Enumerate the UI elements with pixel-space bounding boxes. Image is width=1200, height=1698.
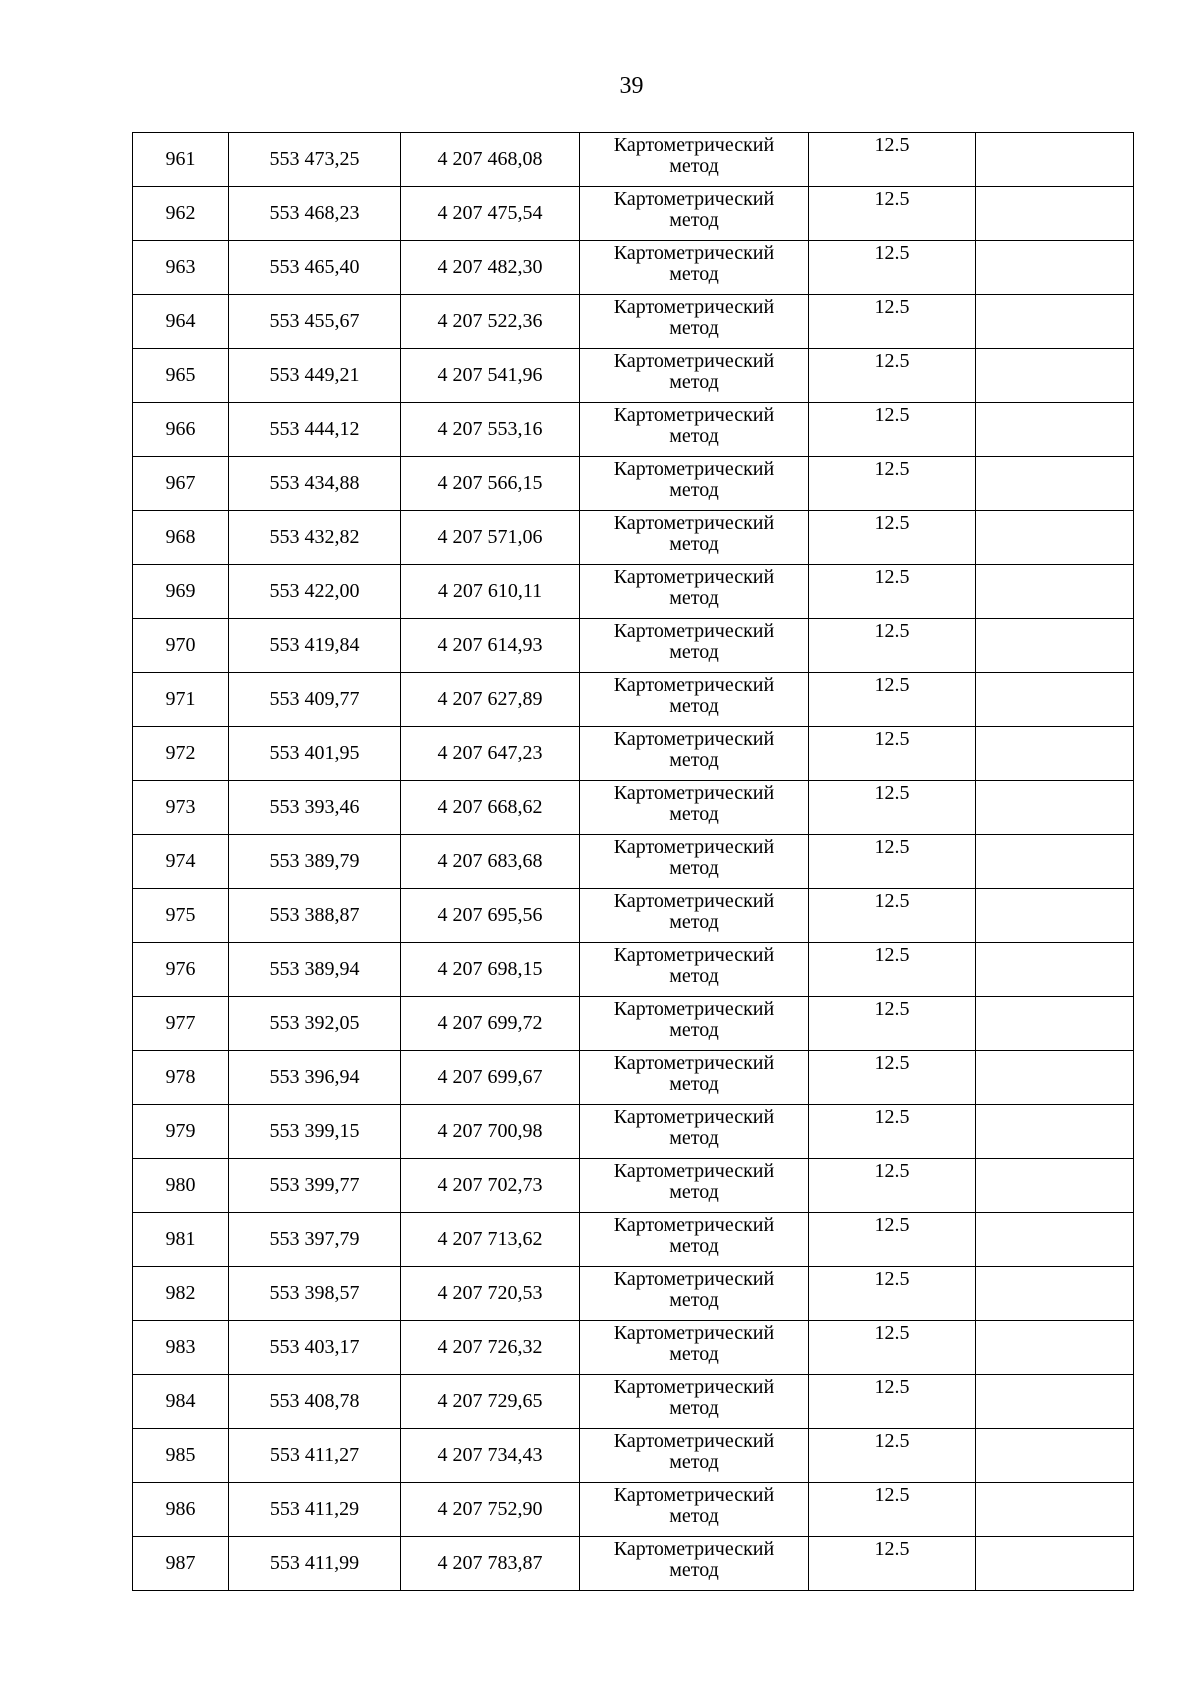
y-coordinate-cell: 4 207 713,62	[401, 1213, 580, 1267]
table-row	[133, 1321, 1134, 1375]
point-number-cell: 969	[133, 565, 229, 619]
table-row	[133, 835, 1134, 889]
method-line-2: метод	[669, 1127, 719, 1149]
x-coordinate-cell: 553 409,77	[229, 673, 401, 727]
method-cell	[580, 1267, 809, 1321]
method-line-2: метод	[669, 317, 719, 339]
point-number-cell: 977	[133, 997, 229, 1051]
x-coordinate-cell: 553 444,12	[229, 403, 401, 457]
y-coordinate-cell: 4 207 610,11	[401, 565, 580, 619]
table-row	[133, 457, 1134, 511]
method-cell	[580, 133, 809, 187]
point-number-cell: 972	[133, 727, 229, 781]
table-row	[133, 403, 1134, 457]
y-coordinate-cell: 4 207 571,06	[401, 511, 580, 565]
method-line-1: Картометрический	[613, 296, 775, 318]
method-line-1: Картометрический	[613, 188, 775, 210]
method-line-2: метод	[669, 1073, 719, 1095]
note-cell	[976, 1051, 1134, 1105]
point-number-cell: 961	[133, 133, 229, 187]
precision-cell: 12.5	[809, 619, 976, 673]
precision-cell: 12.5	[809, 673, 976, 727]
method-cell	[580, 781, 809, 835]
method-cell	[580, 241, 809, 295]
point-number-cell: 975	[133, 889, 229, 943]
method-line-1: Картометрический	[613, 728, 775, 750]
precision-cell: 12.5	[809, 835, 976, 889]
method-line-1: Картометрический	[613, 1376, 775, 1398]
method-line-1: Картометрический	[613, 620, 775, 642]
precision-cell: 12.5	[809, 1051, 976, 1105]
method-line-1: Картометрический	[613, 890, 775, 912]
method-line-2: метод	[669, 371, 719, 393]
table-row	[133, 1375, 1134, 1429]
point-number-cell: 966	[133, 403, 229, 457]
y-coordinate-cell: 4 207 553,16	[401, 403, 580, 457]
method-line-1: Картометрический	[613, 998, 775, 1020]
x-coordinate-cell: 553 399,77	[229, 1159, 401, 1213]
method-cell	[580, 1105, 809, 1159]
x-coordinate-cell: 553 434,88	[229, 457, 401, 511]
point-number-cell: 980	[133, 1159, 229, 1213]
coordinates-table-body	[133, 133, 1134, 1591]
y-coordinate-cell: 4 207 614,93	[401, 619, 580, 673]
x-coordinate-cell: 553 455,67	[229, 295, 401, 349]
method-line-1: Картометрический	[613, 1268, 775, 1290]
note-cell	[976, 457, 1134, 511]
y-coordinate-cell: 4 207 475,54	[401, 187, 580, 241]
precision-cell: 12.5	[809, 349, 976, 403]
x-coordinate-cell: 553 408,78	[229, 1375, 401, 1429]
note-cell	[976, 619, 1134, 673]
method-cell	[580, 1159, 809, 1213]
note-cell	[976, 187, 1134, 241]
y-coordinate-cell: 4 207 683,68	[401, 835, 580, 889]
note-cell	[976, 1483, 1134, 1537]
precision-cell: 12.5	[809, 403, 976, 457]
note-cell	[976, 889, 1134, 943]
method-line-2: метод	[669, 1451, 719, 1473]
table-row	[133, 1267, 1134, 1321]
table-row	[133, 133, 1134, 187]
precision-cell: 12.5	[809, 295, 976, 349]
method-line-2: метод	[669, 803, 719, 825]
note-cell	[976, 241, 1134, 295]
x-coordinate-cell: 553 411,27	[229, 1429, 401, 1483]
point-number-cell: 968	[133, 511, 229, 565]
x-coordinate-cell: 553 422,00	[229, 565, 401, 619]
point-number-cell: 965	[133, 349, 229, 403]
precision-cell: 12.5	[809, 511, 976, 565]
x-coordinate-cell: 553 401,95	[229, 727, 401, 781]
point-number-cell: 985	[133, 1429, 229, 1483]
method-line-2: метод	[669, 857, 719, 879]
method-line-2: метод	[669, 1505, 719, 1527]
method-cell	[580, 403, 809, 457]
precision-cell: 12.5	[809, 943, 976, 997]
method-line-1: Картометрический	[613, 512, 775, 534]
precision-cell: 12.5	[809, 1213, 976, 1267]
method-line-1: Картометрический	[613, 836, 775, 858]
point-number-cell: 981	[133, 1213, 229, 1267]
method-cell	[580, 1051, 809, 1105]
point-number-cell: 971	[133, 673, 229, 727]
method-cell	[580, 727, 809, 781]
x-coordinate-cell: 553 399,15	[229, 1105, 401, 1159]
table-row	[133, 1159, 1134, 1213]
method-line-2: метод	[669, 1235, 719, 1257]
x-coordinate-cell: 553 389,94	[229, 943, 401, 997]
method-cell	[580, 673, 809, 727]
table-row	[133, 889, 1134, 943]
precision-cell: 12.5	[809, 241, 976, 295]
table-row	[133, 1105, 1134, 1159]
method-cell	[580, 1429, 809, 1483]
method-cell	[580, 1537, 809, 1591]
x-coordinate-cell: 553 449,21	[229, 349, 401, 403]
method-cell	[580, 835, 809, 889]
coordinates-table	[132, 132, 1134, 1591]
precision-cell: 12.5	[809, 1267, 976, 1321]
y-coordinate-cell: 4 207 702,73	[401, 1159, 580, 1213]
method-line-1: Картометрический	[613, 1160, 775, 1182]
method-line-2: метод	[669, 155, 719, 177]
precision-cell: 12.5	[809, 1537, 976, 1591]
method-line-2: метод	[669, 641, 719, 663]
y-coordinate-cell: 4 207 647,23	[401, 727, 580, 781]
method-line-1: Картометрический	[613, 350, 775, 372]
method-cell	[580, 1321, 809, 1375]
y-coordinate-cell: 4 207 726,32	[401, 1321, 580, 1375]
y-coordinate-cell: 4 207 752,90	[401, 1483, 580, 1537]
method-line-1: Картометрический	[613, 566, 775, 588]
method-line-1: Картометрический	[613, 1538, 775, 1560]
point-number-cell: 979	[133, 1105, 229, 1159]
method-line-2: метод	[669, 1181, 719, 1203]
method-line-1: Картометрический	[613, 944, 775, 966]
note-cell	[976, 1105, 1134, 1159]
note-cell	[976, 727, 1134, 781]
x-coordinate-cell: 553 411,99	[229, 1537, 401, 1591]
precision-cell: 12.5	[809, 1105, 976, 1159]
precision-cell: 12.5	[809, 457, 976, 511]
y-coordinate-cell: 4 207 699,67	[401, 1051, 580, 1105]
x-coordinate-cell: 553 432,82	[229, 511, 401, 565]
x-coordinate-cell: 553 393,46	[229, 781, 401, 835]
point-number-cell: 967	[133, 457, 229, 511]
table-row	[133, 997, 1134, 1051]
method-line-1: Картометрический	[613, 674, 775, 696]
method-line-2: метод	[669, 749, 719, 771]
point-number-cell: 974	[133, 835, 229, 889]
table-row	[133, 295, 1134, 349]
method-line-1: Картометрический	[613, 1430, 775, 1452]
method-line-1: Картометрический	[613, 1484, 775, 1506]
y-coordinate-cell: 4 207 720,53	[401, 1267, 580, 1321]
method-line-1: Картометрический	[613, 458, 775, 480]
method-cell	[580, 1213, 809, 1267]
y-coordinate-cell: 4 207 541,96	[401, 349, 580, 403]
y-coordinate-cell: 4 207 668,62	[401, 781, 580, 835]
method-line-2: метод	[669, 695, 719, 717]
note-cell	[976, 403, 1134, 457]
x-coordinate-cell: 553 403,17	[229, 1321, 401, 1375]
method-cell	[580, 943, 809, 997]
y-coordinate-cell: 4 207 695,56	[401, 889, 580, 943]
note-cell	[976, 1375, 1134, 1429]
method-cell	[580, 511, 809, 565]
x-coordinate-cell: 553 396,94	[229, 1051, 401, 1105]
x-coordinate-cell: 553 398,57	[229, 1267, 401, 1321]
point-number-cell: 978	[133, 1051, 229, 1105]
x-coordinate-cell: 553 465,40	[229, 241, 401, 295]
note-cell	[976, 835, 1134, 889]
precision-cell: 12.5	[809, 889, 976, 943]
table-row	[133, 1213, 1134, 1267]
method-line-2: метод	[669, 587, 719, 609]
precision-cell: 12.5	[809, 1429, 976, 1483]
y-coordinate-cell: 4 207 566,15	[401, 457, 580, 511]
note-cell	[976, 295, 1134, 349]
y-coordinate-cell: 4 207 698,15	[401, 943, 580, 997]
method-line-2: метод	[669, 479, 719, 501]
x-coordinate-cell: 553 419,84	[229, 619, 401, 673]
method-line-1: Картометрический	[613, 1106, 775, 1128]
method-line-2: метод	[669, 533, 719, 555]
method-cell	[580, 565, 809, 619]
table-row	[133, 511, 1134, 565]
table-row	[133, 241, 1134, 295]
precision-cell: 12.5	[809, 781, 976, 835]
note-cell	[976, 673, 1134, 727]
y-coordinate-cell: 4 207 627,89	[401, 673, 580, 727]
precision-cell: 12.5	[809, 565, 976, 619]
x-coordinate-cell: 553 411,29	[229, 1483, 401, 1537]
method-line-2: метод	[669, 965, 719, 987]
table-row	[133, 187, 1134, 241]
note-cell	[976, 1321, 1134, 1375]
method-line-1: Картометрический	[613, 1322, 775, 1344]
note-cell	[976, 997, 1134, 1051]
point-number-cell: 973	[133, 781, 229, 835]
note-cell	[976, 1159, 1134, 1213]
point-number-cell: 970	[133, 619, 229, 673]
method-cell	[580, 619, 809, 673]
note-cell	[976, 133, 1134, 187]
y-coordinate-cell: 4 207 783,87	[401, 1537, 580, 1591]
y-coordinate-cell: 4 207 729,65	[401, 1375, 580, 1429]
precision-cell: 12.5	[809, 1375, 976, 1429]
table-row	[133, 1537, 1134, 1591]
point-number-cell: 962	[133, 187, 229, 241]
y-coordinate-cell: 4 207 468,08	[401, 133, 580, 187]
table-row	[133, 619, 1134, 673]
method-cell	[580, 889, 809, 943]
method-line-2: метод	[669, 263, 719, 285]
note-cell	[976, 943, 1134, 997]
point-number-cell: 964	[133, 295, 229, 349]
method-line-2: метод	[669, 911, 719, 933]
note-cell	[976, 511, 1134, 565]
precision-cell: 12.5	[809, 1159, 976, 1213]
note-cell	[976, 349, 1134, 403]
method-cell	[580, 187, 809, 241]
precision-cell: 12.5	[809, 187, 976, 241]
method-line-2: метод	[669, 1289, 719, 1311]
y-coordinate-cell: 4 207 699,72	[401, 997, 580, 1051]
method-line-2: метод	[669, 1559, 719, 1581]
x-coordinate-cell: 553 468,23	[229, 187, 401, 241]
method-cell	[580, 1483, 809, 1537]
method-line-2: метод	[669, 1397, 719, 1419]
page-number: 39	[619, 73, 644, 99]
method-cell	[580, 295, 809, 349]
precision-cell: 12.5	[809, 1321, 976, 1375]
method-cell	[580, 997, 809, 1051]
x-coordinate-cell: 553 389,79	[229, 835, 401, 889]
method-line-1: Картометрический	[613, 782, 775, 804]
precision-cell: 12.5	[809, 727, 976, 781]
table-row	[133, 943, 1134, 997]
point-number-cell: 976	[133, 943, 229, 997]
table-row	[133, 1483, 1134, 1537]
point-number-cell: 983	[133, 1321, 229, 1375]
point-number-cell: 987	[133, 1537, 229, 1591]
precision-cell: 12.5	[809, 1483, 976, 1537]
precision-cell: 12.5	[809, 997, 976, 1051]
x-coordinate-cell: 553 397,79	[229, 1213, 401, 1267]
table-row	[133, 781, 1134, 835]
y-coordinate-cell: 4 207 734,43	[401, 1429, 580, 1483]
point-number-cell: 986	[133, 1483, 229, 1537]
table-row	[133, 565, 1134, 619]
method-line-2: метод	[669, 1019, 719, 1041]
method-cell	[580, 349, 809, 403]
y-coordinate-cell: 4 207 522,36	[401, 295, 580, 349]
table-row	[133, 727, 1134, 781]
method-cell	[580, 1375, 809, 1429]
method-line-1: Картометрический	[613, 1214, 775, 1236]
x-coordinate-cell: 553 473,25	[229, 133, 401, 187]
table-row	[133, 673, 1134, 727]
method-line-2: метод	[669, 209, 719, 231]
point-number-cell: 984	[133, 1375, 229, 1429]
method-cell	[580, 457, 809, 511]
point-number-cell: 963	[133, 241, 229, 295]
method-line-1: Картометрический	[613, 242, 775, 264]
y-coordinate-cell: 4 207 482,30	[401, 241, 580, 295]
note-cell	[976, 1537, 1134, 1591]
note-cell	[976, 1213, 1134, 1267]
table-row	[133, 1051, 1134, 1105]
table-row	[133, 349, 1134, 403]
x-coordinate-cell: 553 392,05	[229, 997, 401, 1051]
note-cell	[976, 565, 1134, 619]
method-line-1: Картометрический	[613, 404, 775, 426]
method-line-2: метод	[669, 425, 719, 447]
method-line-1: Картометрический	[613, 134, 775, 156]
method-line-1: Картометрический	[613, 1052, 775, 1074]
note-cell	[976, 781, 1134, 835]
precision-cell: 12.5	[809, 133, 976, 187]
method-line-2: метод	[669, 1343, 719, 1365]
note-cell	[976, 1429, 1134, 1483]
y-coordinate-cell: 4 207 700,98	[401, 1105, 580, 1159]
note-cell	[976, 1267, 1134, 1321]
table-row	[133, 1429, 1134, 1483]
point-number-cell: 982	[133, 1267, 229, 1321]
x-coordinate-cell: 553 388,87	[229, 889, 401, 943]
